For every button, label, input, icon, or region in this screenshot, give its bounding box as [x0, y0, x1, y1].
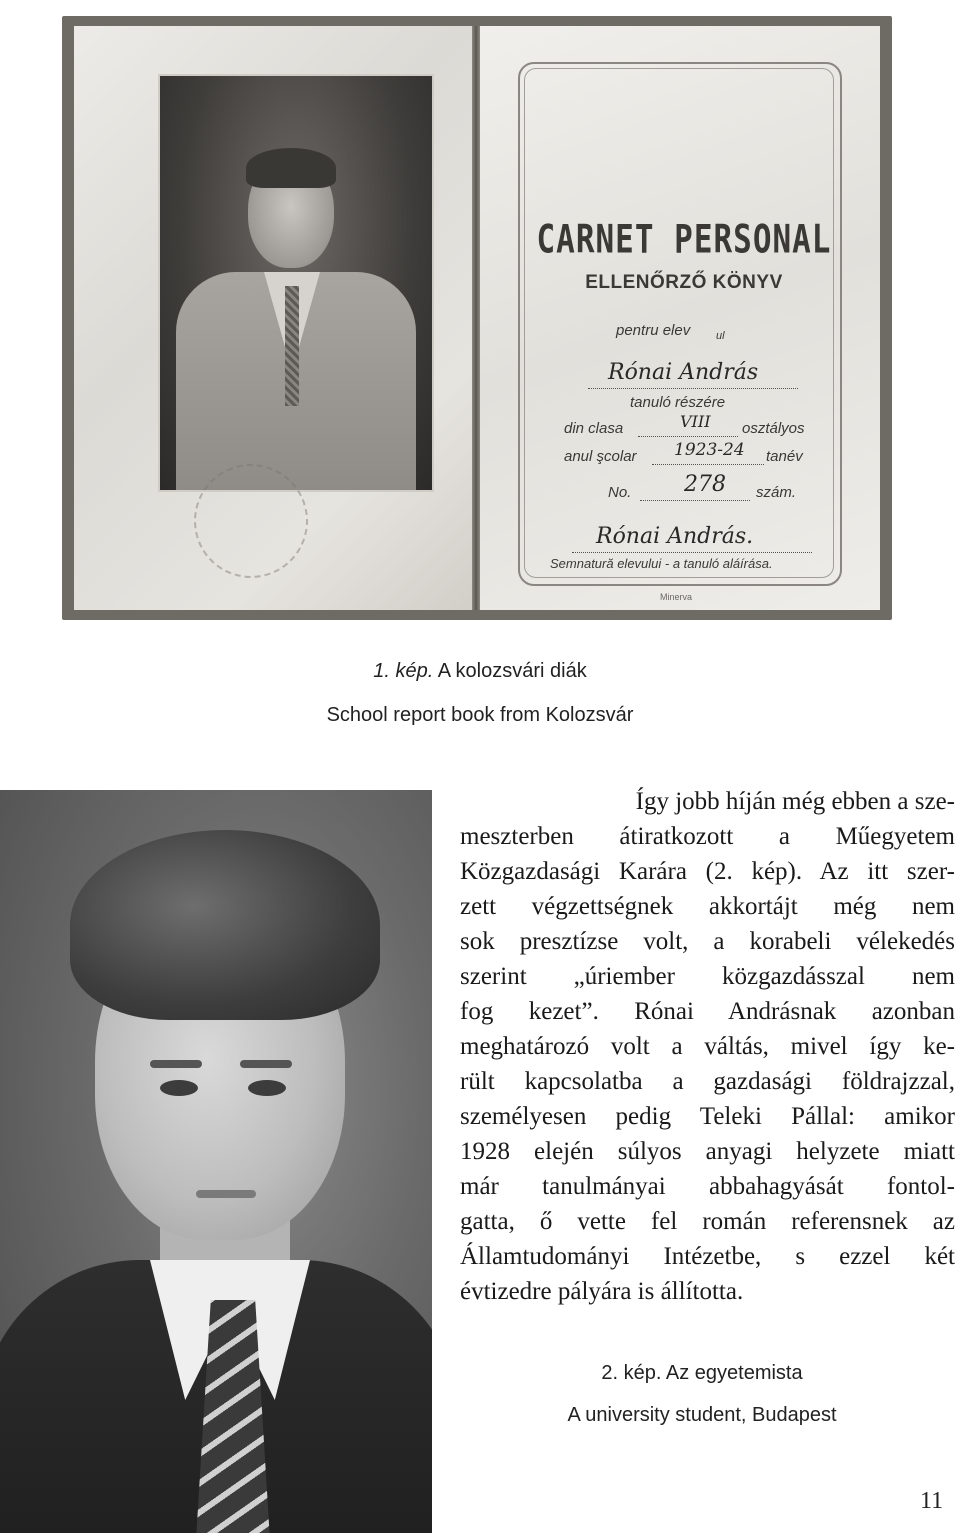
figure2-caption-label: 2. kép. — [601, 1362, 662, 1384]
anul-scolar-label: anul şcolar — [564, 448, 637, 465]
pentru-suffix: ul — [716, 330, 725, 342]
semnatura-label: Semnatură elevului - a tanuló aláírása. — [550, 556, 773, 571]
portrait-tie — [285, 286, 299, 406]
class-dotted-line — [638, 436, 738, 437]
page-number: 11 — [920, 1488, 944, 1514]
figure1-caption-hu — [0, 660, 960, 683]
text-line: szerint „úriember közgazdásszal nem — [460, 963, 955, 990]
no-label: No. — [608, 484, 632, 501]
student-portrait-small — [158, 74, 434, 492]
report-book-photo — [62, 16, 892, 620]
figure1-caption-en: School report book from Kolozsvár — [326, 704, 634, 726]
text-line: Államtudományi Intézetbe, s ezzel két — [460, 1243, 955, 1270]
university-student-portrait — [0, 790, 432, 1533]
portrait-wavy-hair — [70, 830, 380, 1020]
text-line: sok presztízse volt, a korabeli vélekedés — [460, 928, 955, 955]
number-dotted-line — [640, 500, 750, 501]
portrait-right-eye — [248, 1080, 286, 1096]
book-left-page — [74, 26, 472, 610]
book-right-page — [480, 26, 880, 610]
figure2-caption-text: Az egyetemista — [661, 1362, 803, 1384]
tanulo-label: tanuló részére — [630, 394, 726, 411]
text-line: fog kezet”. Rónai Andrásnak azonban — [460, 998, 955, 1025]
din-clasa-label: din clasa — [564, 420, 624, 437]
handwritten-number: 278 — [684, 472, 726, 497]
text-line: személyesen pedig Teleki Pállal: amikor — [460, 1103, 955, 1130]
name-dotted-line — [588, 388, 798, 389]
signature-dotted-line — [572, 552, 812, 553]
printer-mark: Minerva — [660, 592, 693, 602]
szam-label: szám. — [756, 484, 797, 501]
text-line: már tanulmányai abbahagyását fontol- — [460, 1173, 955, 1200]
handwritten-name: Rónai András — [608, 360, 759, 385]
portrait-hair — [246, 148, 336, 188]
text-line: meszterben átiratkozott a Műegyetem — [460, 823, 955, 850]
text-line: gatta, ő vette fel román referensnek az — [460, 1208, 955, 1235]
text-line: Közgazdasági Karára (2. kép). Az itt szer- — [460, 858, 955, 885]
figure2-caption-en: A university student, Budapest — [567, 1404, 837, 1426]
osztalyos-label: osztályos — [742, 420, 805, 437]
body-paragraph — [460, 784, 955, 1309]
text-line: évtizedre pályára is állította. — [460, 1278, 744, 1305]
portrait-mouth — [196, 1190, 256, 1198]
handwritten-signature: Rónai András. — [596, 524, 754, 549]
carnet-title: CARNET PERSONAL — [536, 217, 832, 263]
text-line: zett végzettségnek akkortájt még nem — [460, 893, 955, 920]
pentru-label: pentru elev — [616, 322, 691, 339]
carnet-subtitle: ELLENŐRZŐ KÖNYV — [585, 272, 783, 293]
text-line: Így jobb híján még ebben a sze- — [635, 788, 955, 815]
figure1-caption-text: A kolozsvári diák — [433, 660, 587, 682]
tanev-label: tanév — [766, 448, 803, 465]
portrait-left-eye — [160, 1080, 198, 1096]
book-spine — [472, 26, 480, 610]
text-line: meghatározó volt a váltás, mivel így ke- — [460, 1033, 955, 1060]
figure2-caption-hu — [442, 1362, 960, 1385]
text-line: 1928 elején súlyos anyagi helyzete miatt — [460, 1138, 955, 1165]
figure1-caption-label: 1. kép. — [373, 660, 434, 682]
year-dotted-line — [652, 464, 764, 465]
handwritten-class: VIII — [680, 412, 711, 431]
portrait-left-brow — [150, 1060, 202, 1068]
handwritten-year: 1923-24 — [674, 440, 745, 460]
portrait-right-brow — [240, 1060, 292, 1068]
text-line: rült kapcsolatba a gazdasági földrajzzal, — [460, 1068, 955, 1095]
